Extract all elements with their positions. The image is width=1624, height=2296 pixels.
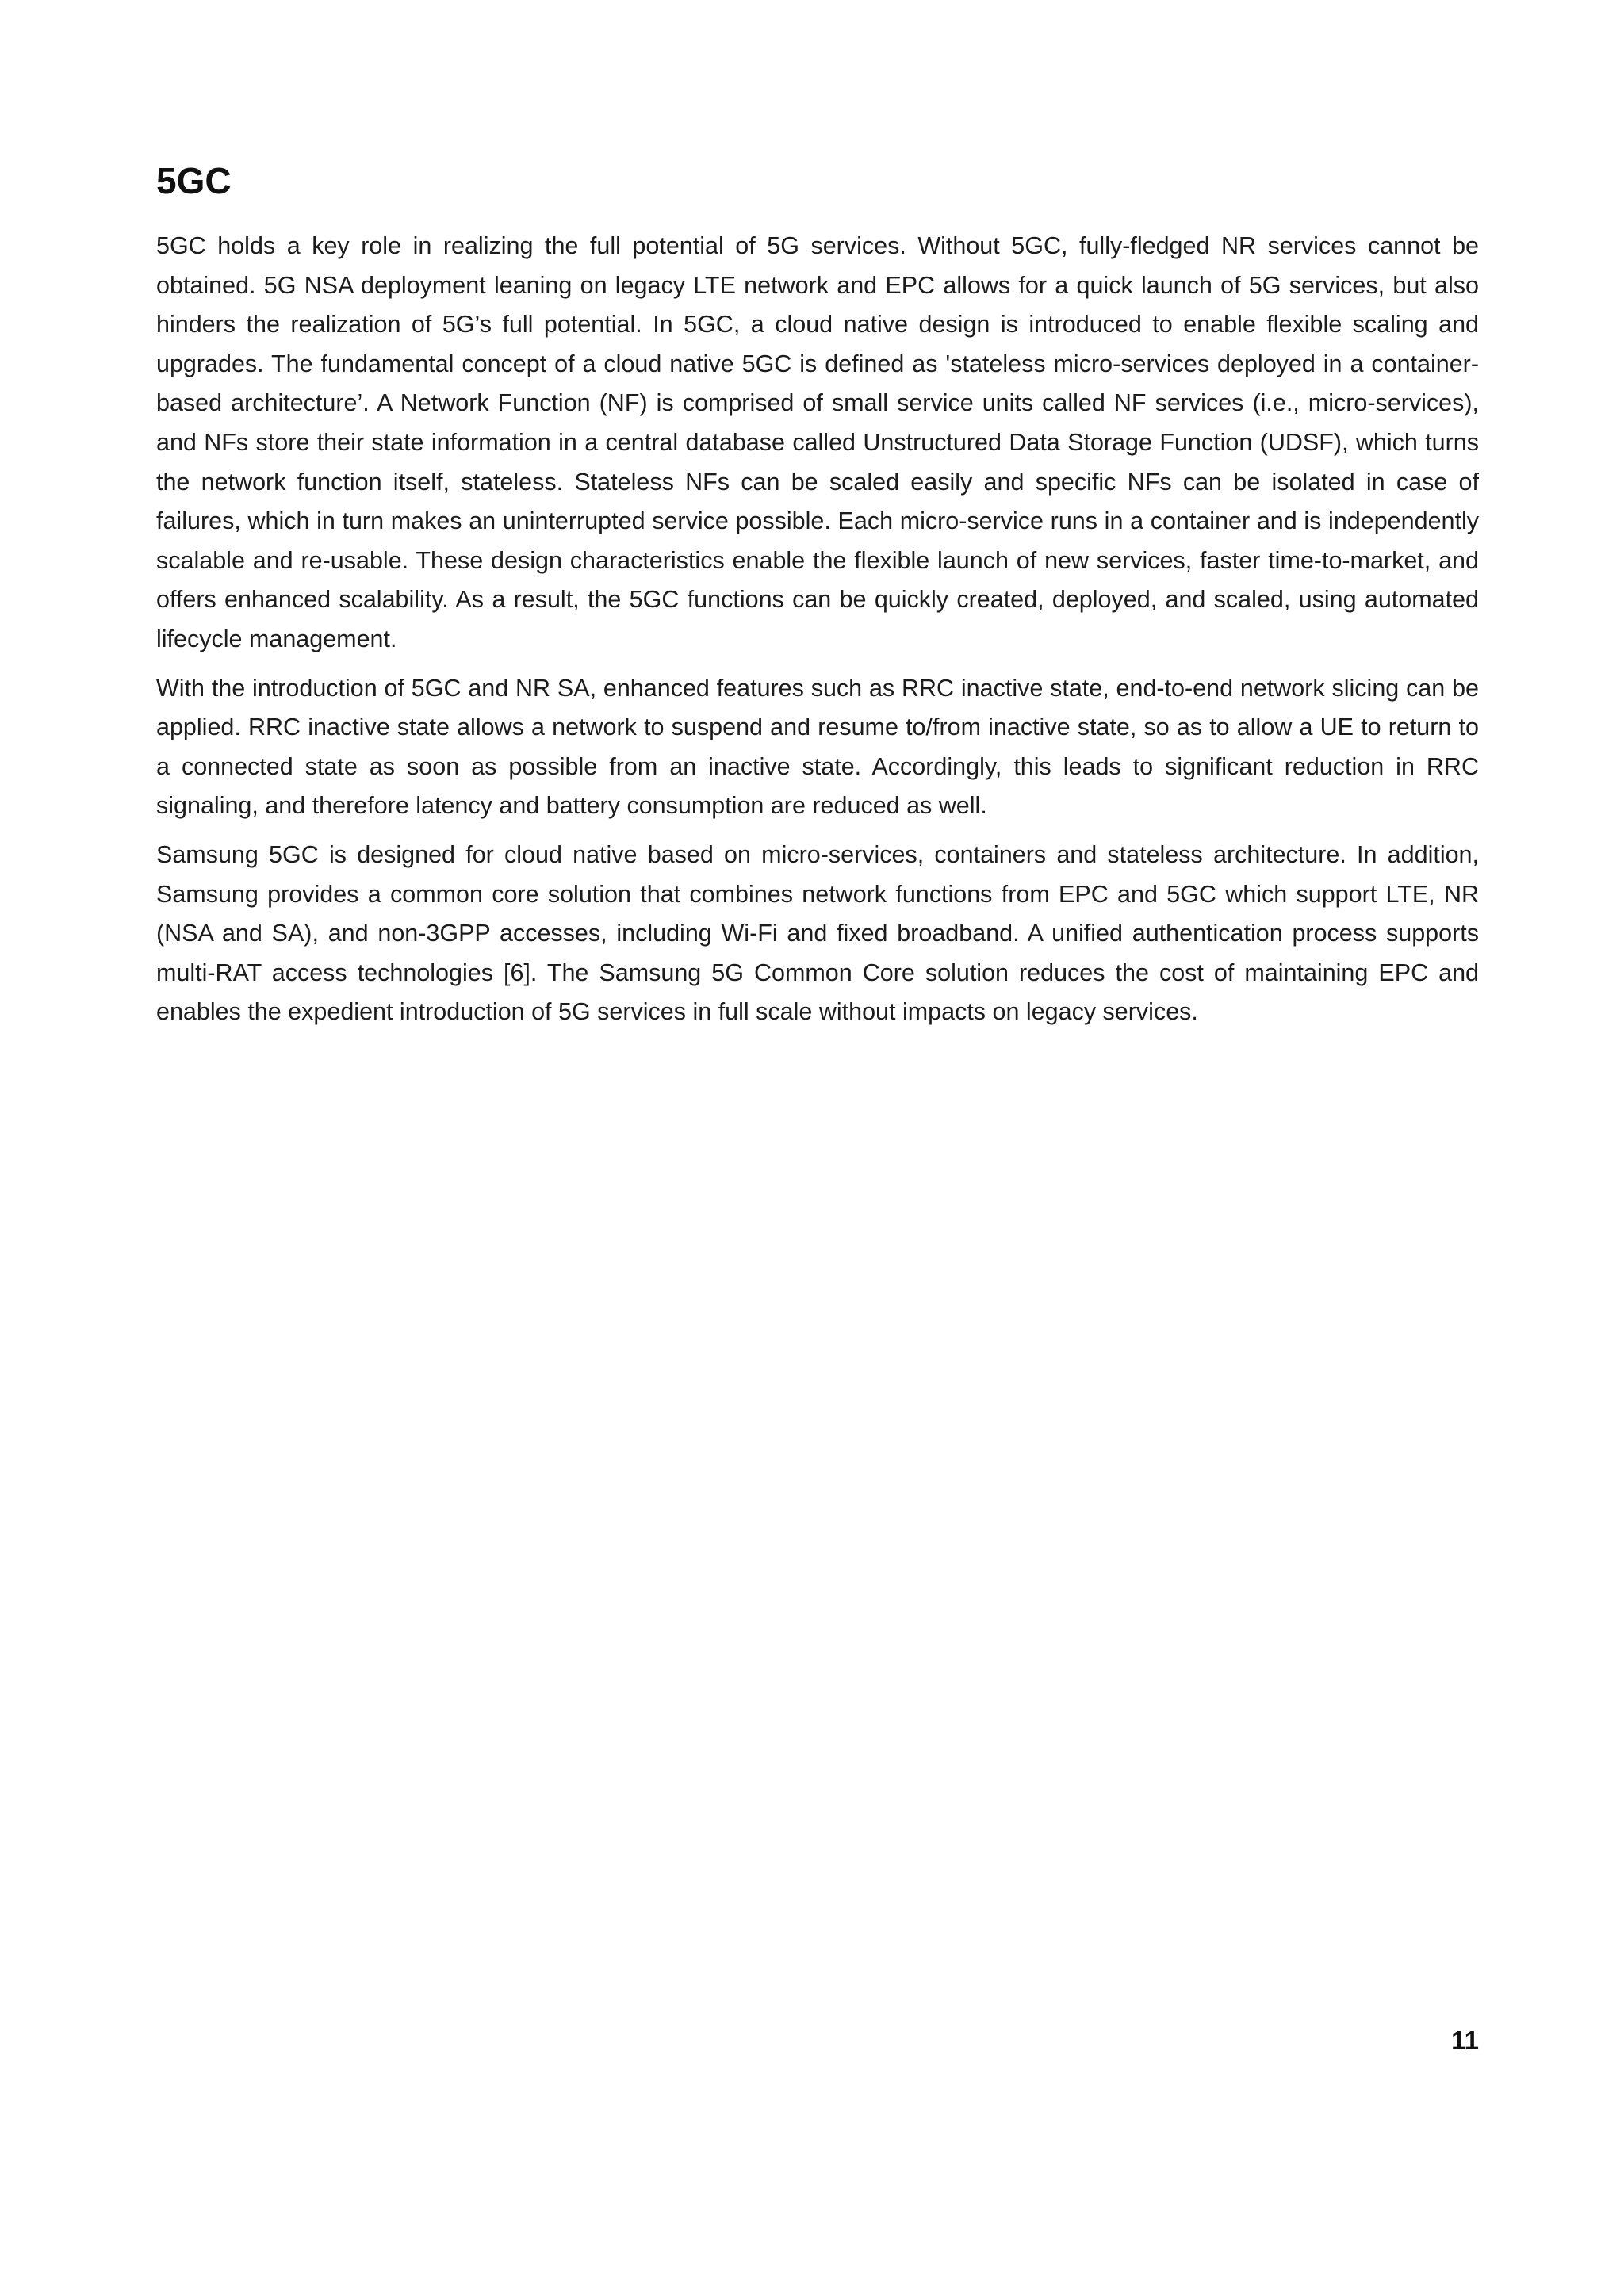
paragraph-3: Samsung 5GC is designed for cloud native based on micro-services, containers and stateless architecture. In addition, Samsung provides a common core solution that combines network functions from EPC and 5GC which support LTE, NR (NSA and SA), and non-3GPP accesses, including Wi-Fi and fixed broadband. A unified authentication process supports multi-RAT access technologies [6]. The Samsung 5G Common Core solution reduces the cost of maintaining EPC and enables the expedient introduction of 5G services in full scale without impacts on legacy services. bbox=[156, 840, 1479, 1026]
paragraph-2: With the introduction of 5GC and NR SA, enhanced features such as RRC inactive state, end-to-end network slicing can be applied. RRC inactive state allows a network to suspend and resume to/from inactive state, so as to allow a UE to return to a connected state as soon as possible from an inactive state. Accordingly, this leads to significant reduction in RRC signaling, and therefore latency and battery consumption are reduced as well. bbox=[156, 674, 1479, 820]
paragraph-1: 5GC holds a key role in realizing the full potential of 5G services. Without 5GC, fully-fledged NR services cannot be obtained. 5G NSA deployment leaning on legacy LTE network and EPC allows for a quick launch of 5G services, but also hinders the realization of 5G’s full potential. In 5GC, a cloud native design is introduced to enable flexible scaling and upgrades. The fundamental concept of a cloud native 5GC is defined as 'stateless micro-services deployed in a container-based architecture’. A Network Function (NF) is comprised of small service units called NF services (i.e., micro-services), and NFs store their state information in a central database called Unstructured Data Storage Function (UDSF), which turns the network function itself, stateless. Stateless NFs can be scaled easily and specific NFs can be isolated in case of failures, which in turn makes an uninterrupted service possible. Each micro-service runs in a container and is independently scalable and re-usable. These design characteristics enable the flexible launch of new services, faster time-to-market, and offers enhanced scalability. As a result, the 5GC functions can be quickly created, deployed, and scaled, using automated lifecycle management. bbox=[156, 232, 1479, 652]
page-number: 11 bbox=[1451, 2026, 1479, 2055]
page-content bbox=[156, 155, 1479, 1042]
section-title: 5GC bbox=[156, 160, 232, 201]
